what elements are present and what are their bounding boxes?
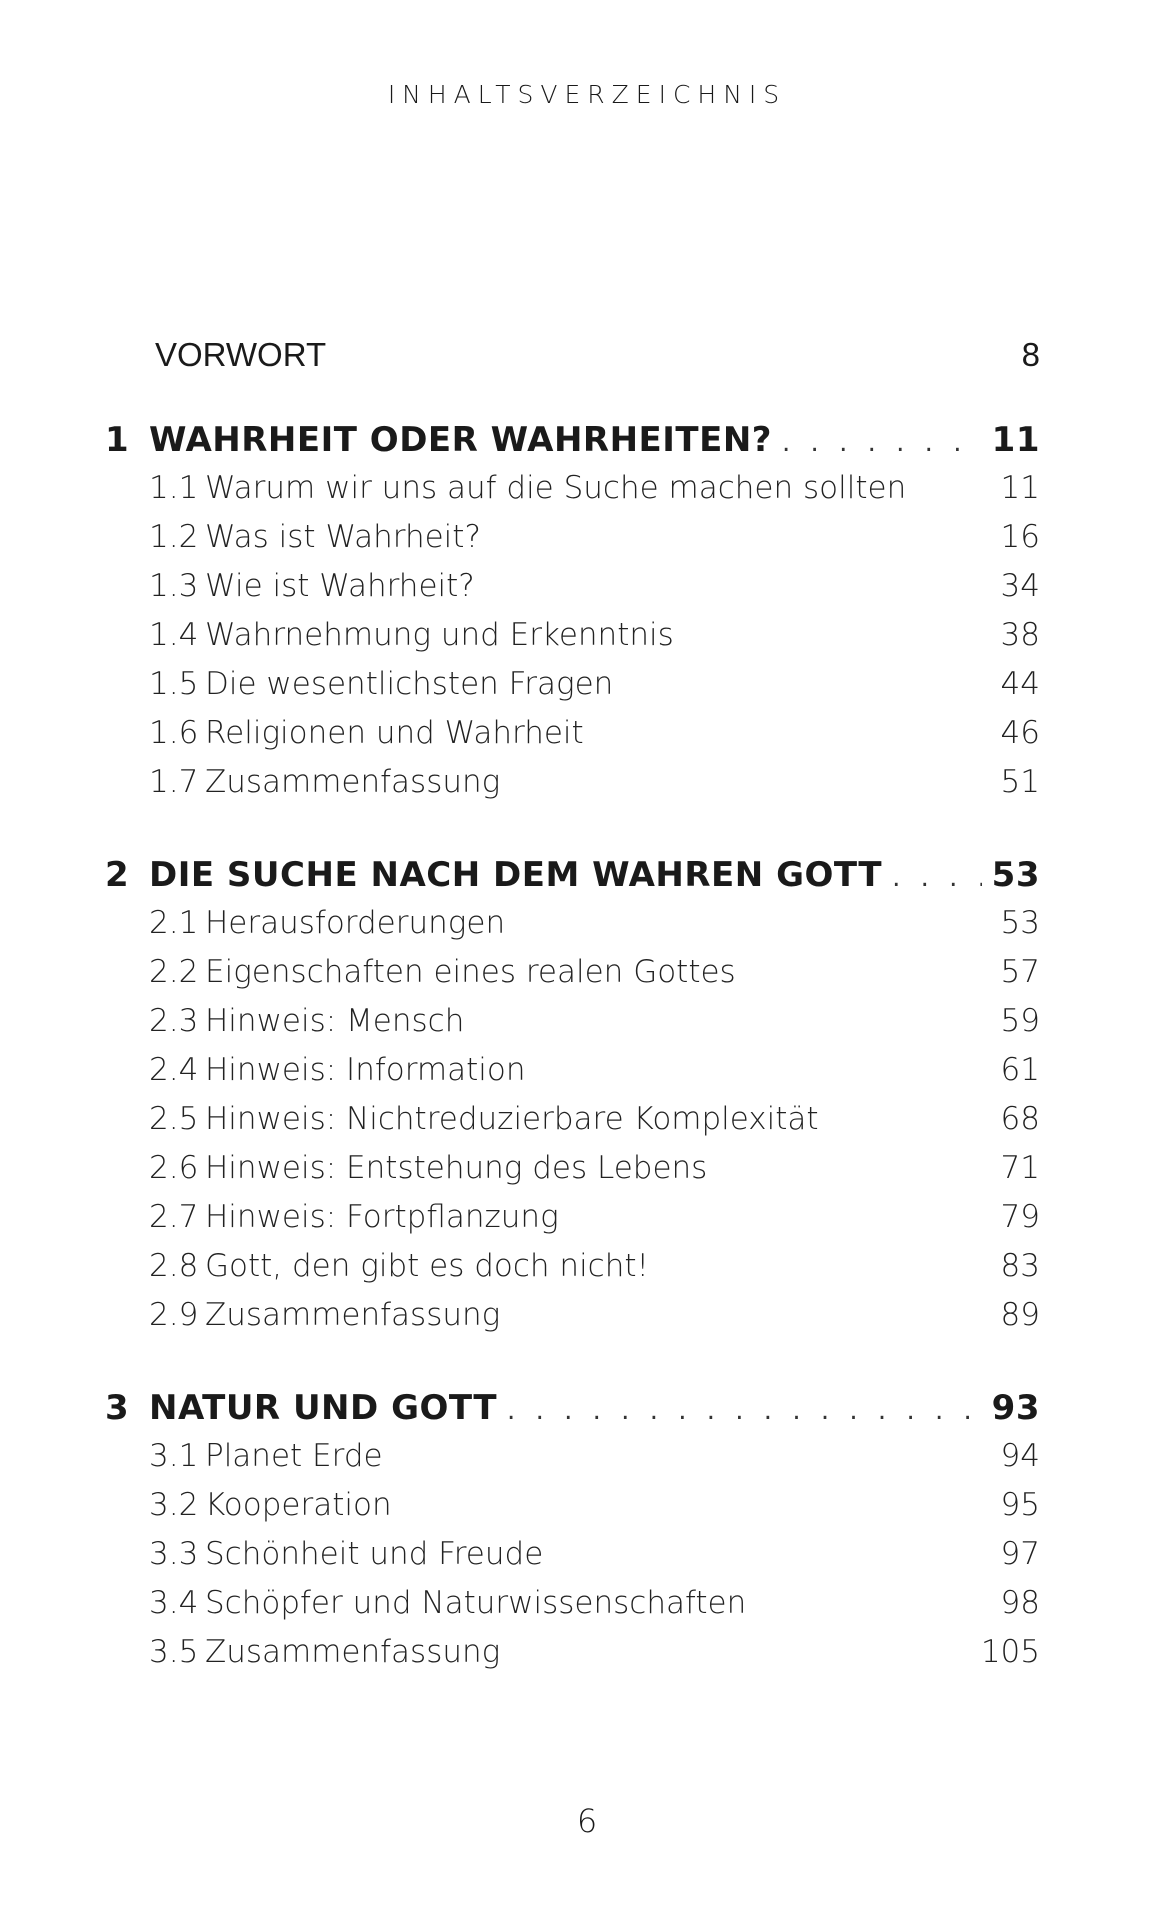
- chapter-title: NATUR UND GOTT: [149, 1388, 498, 1428]
- toc-preface-page: 8: [1021, 336, 1040, 373]
- toc-section-entry[interactable]: [105, 519, 1040, 567]
- toc-section-entry[interactable]: [105, 715, 1040, 763]
- section-number: 2.8: [149, 1248, 199, 1284]
- section-title: Warum wir uns auf die Suche machen sollten: [205, 470, 907, 506]
- section-page: 105: [980, 1634, 1040, 1670]
- toc-section-entry[interactable]: [105, 905, 1040, 953]
- section-number: 1.6: [149, 715, 199, 751]
- toc-preface-entry[interactable]: [105, 336, 1040, 384]
- section-page: 16: [1000, 519, 1040, 555]
- section-number: 2.7: [149, 1199, 199, 1235]
- section-page: 34: [1000, 568, 1040, 604]
- section-number: 2.9: [149, 1297, 199, 1333]
- section-page: 61: [1000, 1052, 1040, 1088]
- section-number: 1.2: [149, 519, 199, 555]
- section-title: Gott, den gibt es doch nicht!: [205, 1248, 649, 1284]
- section-number: 1.1: [149, 470, 199, 506]
- section-title: Was ist Wahrheit?: [205, 519, 481, 555]
- toc-section-entry[interactable]: [105, 1438, 1040, 1486]
- section-title: Wahrnehmung und Erkenntnis: [205, 617, 674, 653]
- running-head: INHALTSVERZEICHNIS: [387, 80, 787, 109]
- toc-section-entry[interactable]: [105, 1003, 1040, 1051]
- toc-section-entry[interactable]: [105, 1052, 1040, 1100]
- section-number: 1.7: [149, 764, 199, 800]
- section-title: Hinweis: Information: [205, 1052, 526, 1088]
- section-page: 53: [1000, 905, 1040, 941]
- section-page: 94: [1000, 1438, 1040, 1474]
- section-number: 2.3: [149, 1003, 199, 1039]
- section-title: Hinweis: Fortpflanzung: [205, 1199, 559, 1235]
- toc-section-entry[interactable]: [105, 1150, 1040, 1198]
- dot-leader: [507, 1396, 982, 1426]
- toc-section-entry[interactable]: [105, 1248, 1040, 1296]
- section-title: Hinweis: Nichtreduzierbare Komplexität: [205, 1101, 819, 1137]
- section-number: 2.1: [149, 905, 199, 941]
- section-number: 3.5: [149, 1634, 199, 1670]
- chapter-page: 11: [991, 420, 1040, 460]
- section-page: 44: [1000, 666, 1040, 702]
- toc-section-entry[interactable]: [105, 470, 1040, 518]
- section-number: 2.2: [149, 954, 199, 990]
- section-title: Wie ist Wahrheit?: [205, 568, 475, 604]
- toc-chapter-entry[interactable]: [105, 420, 1040, 468]
- section-page: 11: [1000, 470, 1040, 506]
- dot-leader: [782, 428, 982, 458]
- section-page: 57: [1000, 954, 1040, 990]
- toc-section-entry[interactable]: [105, 617, 1040, 665]
- toc-section-entry[interactable]: [105, 568, 1040, 616]
- section-title: Kooperation: [205, 1487, 392, 1523]
- section-title: Eigenschaften eines realen Gottes: [205, 954, 736, 990]
- section-title: Hinweis: Entstehung des Lebens: [205, 1150, 708, 1186]
- section-number: 2.5: [149, 1101, 199, 1137]
- toc-section-entry[interactable]: [105, 1101, 1040, 1149]
- page-number: 6: [576, 1802, 598, 1840]
- toc-section-entry[interactable]: [105, 666, 1040, 714]
- section-page: 46: [1000, 715, 1040, 751]
- section-number: 3.2: [149, 1487, 199, 1523]
- chapter-number: 2: [105, 855, 130, 895]
- toc-section-entry[interactable]: [105, 1199, 1040, 1247]
- section-page: 83: [1000, 1248, 1040, 1284]
- section-page: 51: [1000, 764, 1040, 800]
- chapter-page: 53: [991, 855, 1040, 895]
- section-number: 3.3: [149, 1536, 199, 1572]
- toc-section-entry[interactable]: [105, 954, 1040, 1002]
- chapter-number: 1: [105, 420, 130, 460]
- section-page: 97: [1000, 1536, 1040, 1572]
- section-title: Zusammenfassung: [205, 1297, 501, 1333]
- section-page: 98: [1000, 1585, 1040, 1621]
- section-number: 1.3: [149, 568, 199, 604]
- section-title: Schöpfer und Naturwissenschaften: [205, 1585, 747, 1621]
- section-page: 68: [1000, 1101, 1040, 1137]
- section-page: 95: [1000, 1487, 1040, 1523]
- section-number: 3.1: [149, 1438, 199, 1474]
- toc-section-entry[interactable]: [105, 1536, 1040, 1584]
- section-page: 71: [1000, 1150, 1040, 1186]
- toc-section-entry[interactable]: [105, 1487, 1040, 1535]
- section-number: 2.6: [149, 1150, 199, 1186]
- section-number: 1.5: [149, 666, 199, 702]
- toc-section-entry[interactable]: [105, 1634, 1040, 1682]
- section-title: Zusammenfassung: [205, 1634, 501, 1670]
- section-page: 59: [1000, 1003, 1040, 1039]
- section-page: 89: [1000, 1297, 1040, 1333]
- section-title: Planet Erde: [205, 1438, 383, 1474]
- chapter-title: DIE SUCHE NACH DEM WAHREN GOTT: [149, 855, 883, 895]
- chapter-page: 93: [991, 1388, 1040, 1428]
- toc-chapter-entry[interactable]: [105, 855, 1040, 903]
- section-title: Hinweis: Mensch: [205, 1003, 465, 1039]
- section-number: 1.4: [149, 617, 199, 653]
- toc-section-entry[interactable]: [105, 1585, 1040, 1633]
- chapter-number: 3: [105, 1388, 130, 1428]
- toc-preface-title: VORWORT: [155, 336, 327, 373]
- toc-section-entry[interactable]: [105, 764, 1040, 812]
- section-page: 79: [1000, 1199, 1040, 1235]
- toc-chapter-entry[interactable]: [105, 1388, 1040, 1436]
- chapter-title: WAHRHEIT ODER WAHRHEITEN?: [149, 420, 773, 460]
- section-title: Die wesentlichsten Fragen: [205, 666, 614, 702]
- section-title: Religionen und Wahrheit: [205, 715, 584, 751]
- dot-leader: [892, 863, 982, 893]
- section-page: 38: [1000, 617, 1040, 653]
- section-title: Herausforderungen: [205, 905, 506, 941]
- section-number: 2.4: [149, 1052, 199, 1088]
- section-title: Schönheit und Freude: [205, 1536, 544, 1572]
- section-number: 3.4: [149, 1585, 199, 1621]
- section-title: Zusammenfassung: [205, 764, 501, 800]
- toc-section-entry[interactable]: [105, 1297, 1040, 1345]
